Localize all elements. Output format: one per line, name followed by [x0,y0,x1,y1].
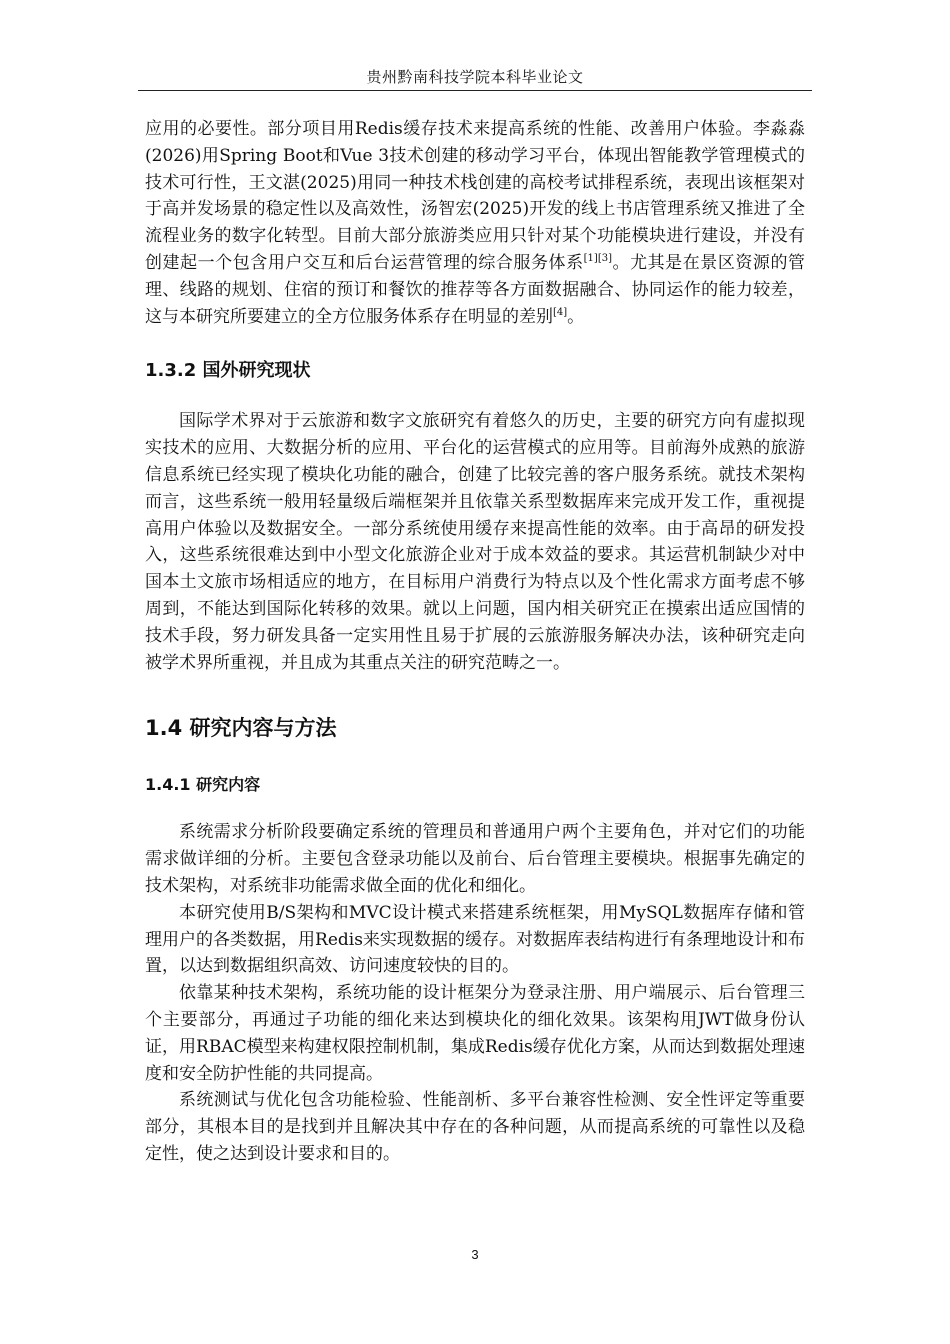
paragraph-function-design: 依靠某种技术架构，系统功能的设计框架分为登录注册、用户端展示、后台管理三个主要部分，再通过子功能的细化来达到模块化的细化效果。该架构用JWT做身份认证，用RBAC模型来构建权限控制机制，集成Redis缓存优化方案，从而达到数据处理速度和安全防护性能的共同提高。 [145,983,805,1084]
citation-ref-1-3: [1][3] [583,252,612,264]
page-number: 3 [471,1247,479,1262]
running-header: 贵州黔南科技学院本科毕业论文 [366,68,584,86]
page-body [145,116,805,1168]
paragraph-testing: 系统测试与优化包含功能检验、性能剖析、多平台兼容性检测、安全性评定等重要部分，其根本目的是找到并且解决其中存在的各种问题，从而提高系统的可靠性以及稳定性，使之达到设计要求和目的。 [145,1090,805,1164]
intro-text-a: 应用的必要性。部分项目用Redis缓存技术来提高系统的性能、改善用户体验。李淼淼(2026)用Spring Boot和Vue 3技术创建的移动学习平台，体现出智能教学管理模式的技术可行性，王文湛(2025)用同一种技术栈创建的高校考试排程系统，表现出该框架对于高并发场景的稳定性以及高效性，汤智宏(2025)开发的线上书店管理系统又推进了全流程业务的数字化转型。目前大部分旅游类应用只针对某个功能模块进行建设，并没有创建起一个包含用户交互和后台运营管理的综合服务体系 [145,119,805,273]
paragraph-foreign-research: 国际学术界对于云旅游和数字文旅研究有着悠久的历史，主要的研究方向有虚拟现实技术的应用、大数据分析的应用、平台化的运营模式的应用等。目前海外成熟的旅游信息系统已经实现了模块化功能的融合，创建了比较完善的客户服务系统。就技术架构而言，这些系统一般用轻量级后端框架并且依靠关系型数据库来完成开发工作，重视提高用户体验以及数据安全。一部分系统使用缓存来提高性能的效率。由于高昂的研发投入，这些系统很难达到中小型文化旅游企业对于成本效益的要求。其运营机制缺少对中国本土文旅市场相适应的地方，在目标用户消费行为特点以及个性化需求方面考虑不够周到，不能达到国际化转移的效果。就以上问题，国内相关研究正在摸索出适应国情的技术手段，努力研发具备一定实用性且易于扩展的云旅游服务解决办法，该种研究走向被学术界所重视，并且成为其重点关注的研究范畴之一。 [145,411,805,673]
citation-ref-4: [4] [553,306,568,318]
intro-paragraph [145,116,805,330]
intro-text-c: 。 [567,306,585,327]
paragraph-requirements: 系统需求分析阶段要确定系统的管理员和普通用户两个主要角色，并对它们的功能需求做详细的分析。主要包含登录功能以及前台、后台管理主要模块。根据事先确定的技术架构，对系统非功能需求做全面的优化和细化。 [145,822,805,896]
section-heading-1-4-1: 1.4.1 研究内容 [145,775,261,795]
header-rule [138,90,812,91]
section-heading-1-4: 1.4 研究内容与方法 [145,716,337,741]
intro-text-b: 。尤其是在景区资源的管理、线路的规划、住宿的预订和餐饮的推荐等各方面数据融合、协同运作的能力较差，这与本研究所要建立的全方位服务体系存在明显的差别 [145,252,806,327]
section-heading-1-3-2: 1.3.2 国外研究现状 [145,360,311,382]
paragraph-architecture: 本研究使用B/S架构和MVC设计模式来搭建系统框架，用MySQL数据库存储和管理用户的各类数据，用Redis来实现数据的缓存。对数据库表结构进行有条理地设计和布置，以达到数据组织高效、访问速度较快的目的。 [145,902,805,977]
